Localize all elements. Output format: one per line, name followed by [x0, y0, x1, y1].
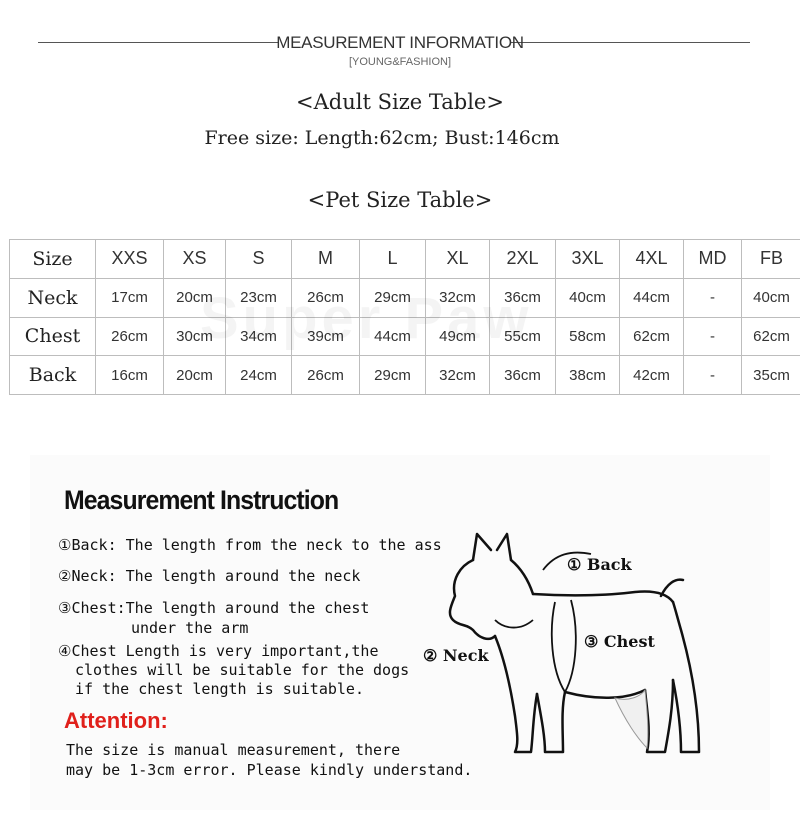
- size-column-header: M: [292, 240, 360, 279]
- size-column-header: MD: [684, 240, 742, 279]
- instruction-item-chest-length-3: if the chest length is suitable.: [75, 680, 364, 698]
- size-cell: 38cm: [556, 356, 620, 395]
- size-cell: 62cm: [620, 317, 684, 356]
- size-cell: 36cm: [490, 356, 556, 395]
- size-cell: 32cm: [426, 356, 490, 395]
- diagram-label-chest: ③ Chest: [584, 632, 655, 651]
- size-cell: 26cm: [292, 356, 360, 395]
- size-column-header: L: [360, 240, 426, 279]
- size-cell: 39cm: [292, 317, 360, 356]
- size-column-header: FB: [742, 240, 800, 279]
- size-cell: 26cm: [292, 278, 360, 317]
- size-cell: 24cm: [226, 356, 292, 395]
- size-cell: -: [684, 317, 742, 356]
- size-column-header: XXS: [96, 240, 164, 279]
- adult-size-heading: <Adult Size Table>: [296, 90, 504, 114]
- size-cell: 49cm: [426, 317, 490, 356]
- instruction-item-chest: ③Chest:The length around the chest: [58, 599, 370, 617]
- attention-line-2: may be 1-3cm error. Please kindly understand.: [66, 761, 473, 779]
- size-cell: 58cm: [556, 317, 620, 356]
- diagram-label-back: ① Back: [567, 555, 632, 574]
- size-row-label: Neck: [10, 278, 96, 317]
- size-cell: 17cm: [96, 278, 164, 317]
- header-title: MEASUREMENT INFORMATION: [276, 33, 524, 52]
- size-cell: -: [684, 278, 742, 317]
- pet-size-table: [9, 239, 800, 395]
- size-cell: 35cm: [742, 356, 800, 395]
- size-cell: 20cm: [164, 356, 226, 395]
- diagram-label-neck: ② Neck: [423, 646, 489, 665]
- size-row-label: Chest: [10, 317, 96, 356]
- size-cell: 36cm: [490, 278, 556, 317]
- size-cell: 32cm: [426, 278, 490, 317]
- size-cell: 26cm: [96, 317, 164, 356]
- instruction-item-chest-length-2: clothes will be suitable for the dogs: [75, 661, 410, 679]
- instruction-item-neck: ②Neck: The length around the neck: [58, 567, 361, 585]
- size-header-label: Size: [10, 240, 96, 279]
- size-cell: 23cm: [226, 278, 292, 317]
- size-column-header: 2XL: [490, 240, 556, 279]
- instruction-item-back: ①Back: The length from the neck to the ass: [58, 536, 442, 554]
- size-cell: -: [684, 356, 742, 395]
- size-column-header: XL: [426, 240, 490, 279]
- size-cell: 42cm: [620, 356, 684, 395]
- size-cell: 62cm: [742, 317, 800, 356]
- size-table-header-row: [10, 240, 800, 279]
- size-table-row: [10, 356, 800, 395]
- size-cell: 16cm: [96, 356, 164, 395]
- size-cell: 40cm: [742, 278, 800, 317]
- size-column-header: 4XL: [620, 240, 684, 279]
- attention-line-1: The size is manual measurement, there: [66, 741, 401, 759]
- size-cell: 29cm: [360, 356, 426, 395]
- attention-title: Attention:: [64, 708, 168, 733]
- pet-size-heading: <Pet Size Table>: [307, 188, 493, 212]
- header-subtitle: [YOUNG&FASHION]: [348, 56, 452, 68]
- size-column-header: XS: [164, 240, 226, 279]
- size-column-header: S: [226, 240, 292, 279]
- size-cell: 20cm: [164, 278, 226, 317]
- size-table-row: [10, 317, 800, 356]
- size-row-label: Back: [10, 356, 96, 395]
- size-cell: 29cm: [360, 278, 426, 317]
- instruction-title: Measurement Instruction: [64, 485, 339, 515]
- size-cell: 44cm: [620, 278, 684, 317]
- size-cell: 40cm: [556, 278, 620, 317]
- adult-free-size: Free size: Length:62cm; Bust:146cm: [204, 127, 560, 149]
- size-cell: 34cm: [226, 317, 292, 356]
- size-column-header: 3XL: [556, 240, 620, 279]
- instruction-item-chest-length: ④Chest Length is very important,the: [58, 642, 379, 660]
- size-cell: 44cm: [360, 317, 426, 356]
- size-cell: 30cm: [164, 317, 226, 356]
- size-table-row: [10, 278, 800, 317]
- instruction-item-chest-cont: under the arm: [131, 619, 249, 637]
- size-cell: 55cm: [490, 317, 556, 356]
